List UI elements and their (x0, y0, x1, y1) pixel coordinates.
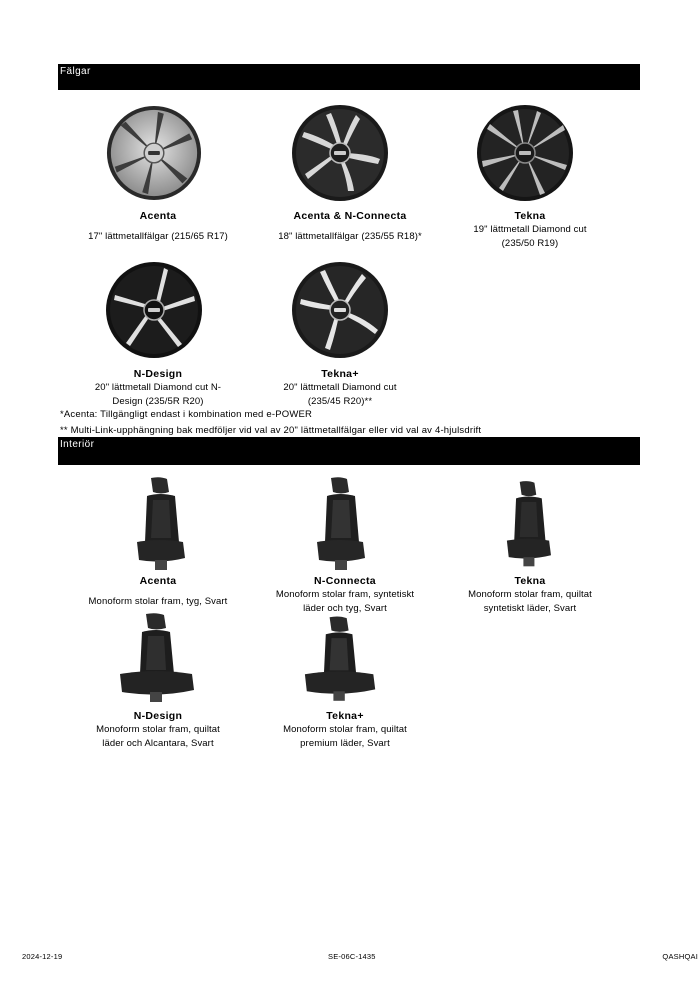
wheel-option-acenta-n-connecta (250, 209, 450, 244)
seat-image-acenta (133, 476, 187, 574)
section-header-wheels (58, 64, 640, 90)
wheel-name: Tekna+ (321, 368, 359, 380)
interior-desc-line-1: Monoform stolar fram, syntetiskt (275, 589, 415, 600)
interior-option-acenta (63, 574, 253, 609)
interior-option-n-design (63, 709, 253, 751)
wheel-option-acenta (63, 209, 253, 244)
wheel-image-tekna (475, 103, 575, 203)
wheel-name: Acenta & N-Connecta (293, 210, 407, 222)
interior-desc-line-1: Monoform stolar fram, quiltat (468, 589, 592, 600)
interior-desc-line-2: syntetiskt läder, Svart (483, 603, 577, 614)
section-title: Fälgar (60, 66, 91, 77)
wheel-option-tekna (435, 209, 625, 251)
wheel-name: Acenta (139, 210, 177, 222)
interior-name: Tekna (514, 575, 546, 587)
footer-date: 2024-12-19 (22, 952, 63, 961)
interior-desc-line-2: läder och tyg, Svart (303, 603, 387, 614)
footnote-acenta: *Acenta: Tillgängligt endast i kombination med e-POWER (60, 409, 313, 420)
interior-name: Tekna+ (326, 710, 364, 722)
wheel-option-tekna-plus (250, 367, 430, 409)
seat-image-tekna (500, 480, 556, 570)
interior-option-tekna-plus (250, 709, 440, 751)
section-header-interior (58, 437, 640, 465)
seat-image-n-connecta (313, 476, 367, 574)
interior-desc-line-1: Monoform stolar fram, quiltat (283, 724, 407, 735)
wheel-name: N-Design (133, 368, 183, 380)
interior-desc-line-1: Monoform stolar fram, quiltat (96, 724, 220, 735)
wheel-desc-line-1: 20" lättmetall Diamond cut (283, 382, 397, 393)
wheel-desc-line-2: (235/45 R20)** (307, 396, 373, 407)
wheel-desc: 18" lättmetallfälgar (235/55 R18)* (278, 231, 422, 242)
wheel-image-n-design (104, 260, 204, 360)
seat-image-tekna-plus (303, 612, 379, 706)
interior-name: N-Connecta (314, 575, 376, 587)
footer-model: QASHQAI (662, 952, 698, 961)
interior-name: Acenta (139, 575, 177, 587)
interior-name: N-Design (133, 710, 183, 722)
wheel-desc-line-2: (235/50 R19) (501, 238, 559, 249)
wheel-desc-line-1: 20" lättmetall Diamond cut N- (94, 382, 222, 393)
interior-desc: Monoform stolar fram, tyg, Svart (88, 596, 228, 607)
footnote-multilink: ** Multi-Link-upphängning bak medföljer vid val av 20" lättmetallfälgar eller vid val av 4-hjulsdrift (60, 425, 482, 436)
footer-code: SE-06C-1435 (328, 952, 376, 961)
wheel-desc-line-2: Design (235/5R R20) (112, 396, 204, 407)
interior-option-n-connecta (250, 574, 440, 616)
interior-option-tekna (435, 574, 625, 616)
wheel-image-acenta-n-connecta (290, 103, 390, 203)
seat-image-n-design (118, 612, 198, 704)
wheel-desc: 17" lättmetallfälgar (215/65 R17) (88, 231, 228, 242)
wheel-image-acenta (105, 104, 203, 202)
interior-desc-line-2: premium läder, Svart (300, 738, 390, 749)
section-title: Interiör (60, 439, 95, 450)
interior-desc-line-2: läder och Alcantara, Svart (102, 738, 214, 749)
wheel-desc-line-1: 19" lättmetall Diamond cut (473, 224, 587, 235)
wheel-name: Tekna (514, 210, 546, 222)
wheel-image-tekna-plus (290, 260, 390, 360)
wheel-option-n-design (63, 367, 253, 409)
